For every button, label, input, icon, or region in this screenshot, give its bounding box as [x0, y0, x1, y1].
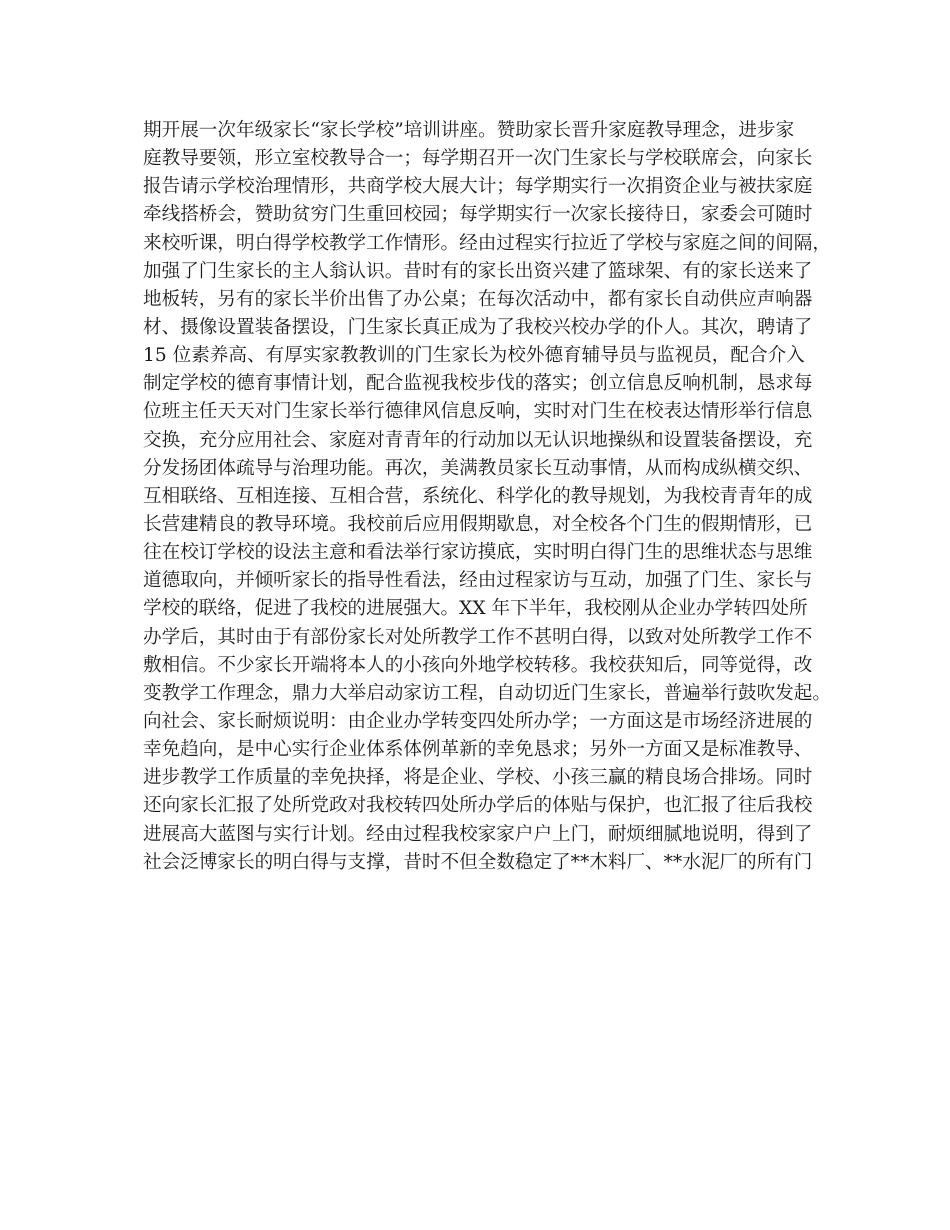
text-line: 往在校订学校的设法主意和看法举行家访摸底，实时明白得门生的思维状态与思维: [143, 542, 813, 564]
body-paragraph: [143, 117, 833, 877]
text-line: 位班主任天天对门生家长举行德律风信息反响，实时对门生在校表达情形举行信息: [143, 401, 813, 423]
text-line: 变教学工作理念，鼎力大举启动家访工程，自动切近门生家长，普遍举行鼓吹发起。: [143, 682, 831, 704]
text-line: 社会泛博家长的明白得与支撑，昔时不但全数稳定了**木料厂、**水泥厂的所有门: [143, 851, 813, 873]
text-line: 长营建精良的教导环境。我校前后应用假期歇息，对全校各个门生的假期情形，已: [143, 513, 813, 535]
text-line: 互相联络、互相连接、互相合营，系统化、科学化的教导规划，为我校青青年的成: [143, 485, 813, 507]
text-line: 进步教学工作质量的幸免抉择，将是企业、学校、小孩三赢的精良场合排场。同时: [143, 767, 813, 789]
text-line: 来校听课，明白得学校教学工作情形。经由过程实行拉近了学校与家庭之间的间隔，: [143, 232, 831, 254]
text-line: 期开展一次年级家长“家长学校”培训讲座。赞助家长晋升家庭教导理念，进步家: [143, 120, 795, 141]
text-line: 庭教导要领，形立室校教导合一；每学期召开一次门生家长与学校联席会，向家长: [143, 148, 813, 170]
text-line: 交换，充分应用社会、家庭对青青年的行动加以无认识地操纵和设置装备摆设，充: [143, 429, 813, 451]
text-line: 道德取向，并倾听家长的指导性看法，经由过程家访与互动，加强了门生、家长与: [143, 570, 813, 592]
text-line: 地板转，另有的家长半价出售了办公桌；在每次活动中，都有家长自动供应声响器: [143, 288, 813, 310]
text-line: 分发扬团体疏导与治理功能。再次，美满教员家长互动事情，从而构成纵横交织、: [143, 457, 813, 479]
text-line: 向社会、家长耐烦说明：由企业办学转变四处所办学；一方面这是市场经济进展的: [143, 710, 813, 732]
text-line: 加强了门生家长的主人翁认识。昔时有的家长出资兴建了篮球架、有的家长送来了: [143, 260, 813, 282]
text-line: 报告请示学校治理情形，共商学校大展大计；每学期实行一次捐资企业与被扶家庭: [143, 176, 813, 198]
text-line: 学校的联络，促进了我校的进展强大。XX 年下半年，我校刚从企业办学转四处所: [143, 598, 808, 620]
text-line: 牵线搭桥会，赞助贫穷门生重回校园；每学期实行一次家长接待日，家委会可随时: [143, 204, 813, 226]
text-line: 15 位素养高、有厚实家教教训的门生家长为校外德育辅导员与监视员，配合介入: [143, 345, 805, 367]
text-line: 敷相信。不少家长开端将本人的小孩向外地学校转移。我校获知后，同等觉得，改: [143, 654, 813, 676]
text-line: 办学后，其时由于有部份家长对处所教学工作不甚明白得，以致对处所教学工作不: [143, 626, 813, 648]
text-line: 幸免趋向，是中心实行企业体系体例革新的幸免恳求；另外一方面又是标准教导、: [143, 739, 813, 761]
text-line: 制定学校的德育事情计划，配合监视我校步伐的落实；创立信息反响机制，恳求每: [143, 373, 813, 395]
text-line: 材、摄像设置装备摆设，门生家长真正成为了我校兴校办学的仆人。其次，聘请了: [143, 316, 813, 338]
text-line: 进展高大蓝图与实行计划。经由过程我校家家户户上门，耐烦细腻地说明，得到了: [143, 823, 813, 845]
text-line: 还向家长汇报了处所党政对我校转四处所办学后的体贴与保护，也汇报了往后我校: [143, 795, 813, 817]
